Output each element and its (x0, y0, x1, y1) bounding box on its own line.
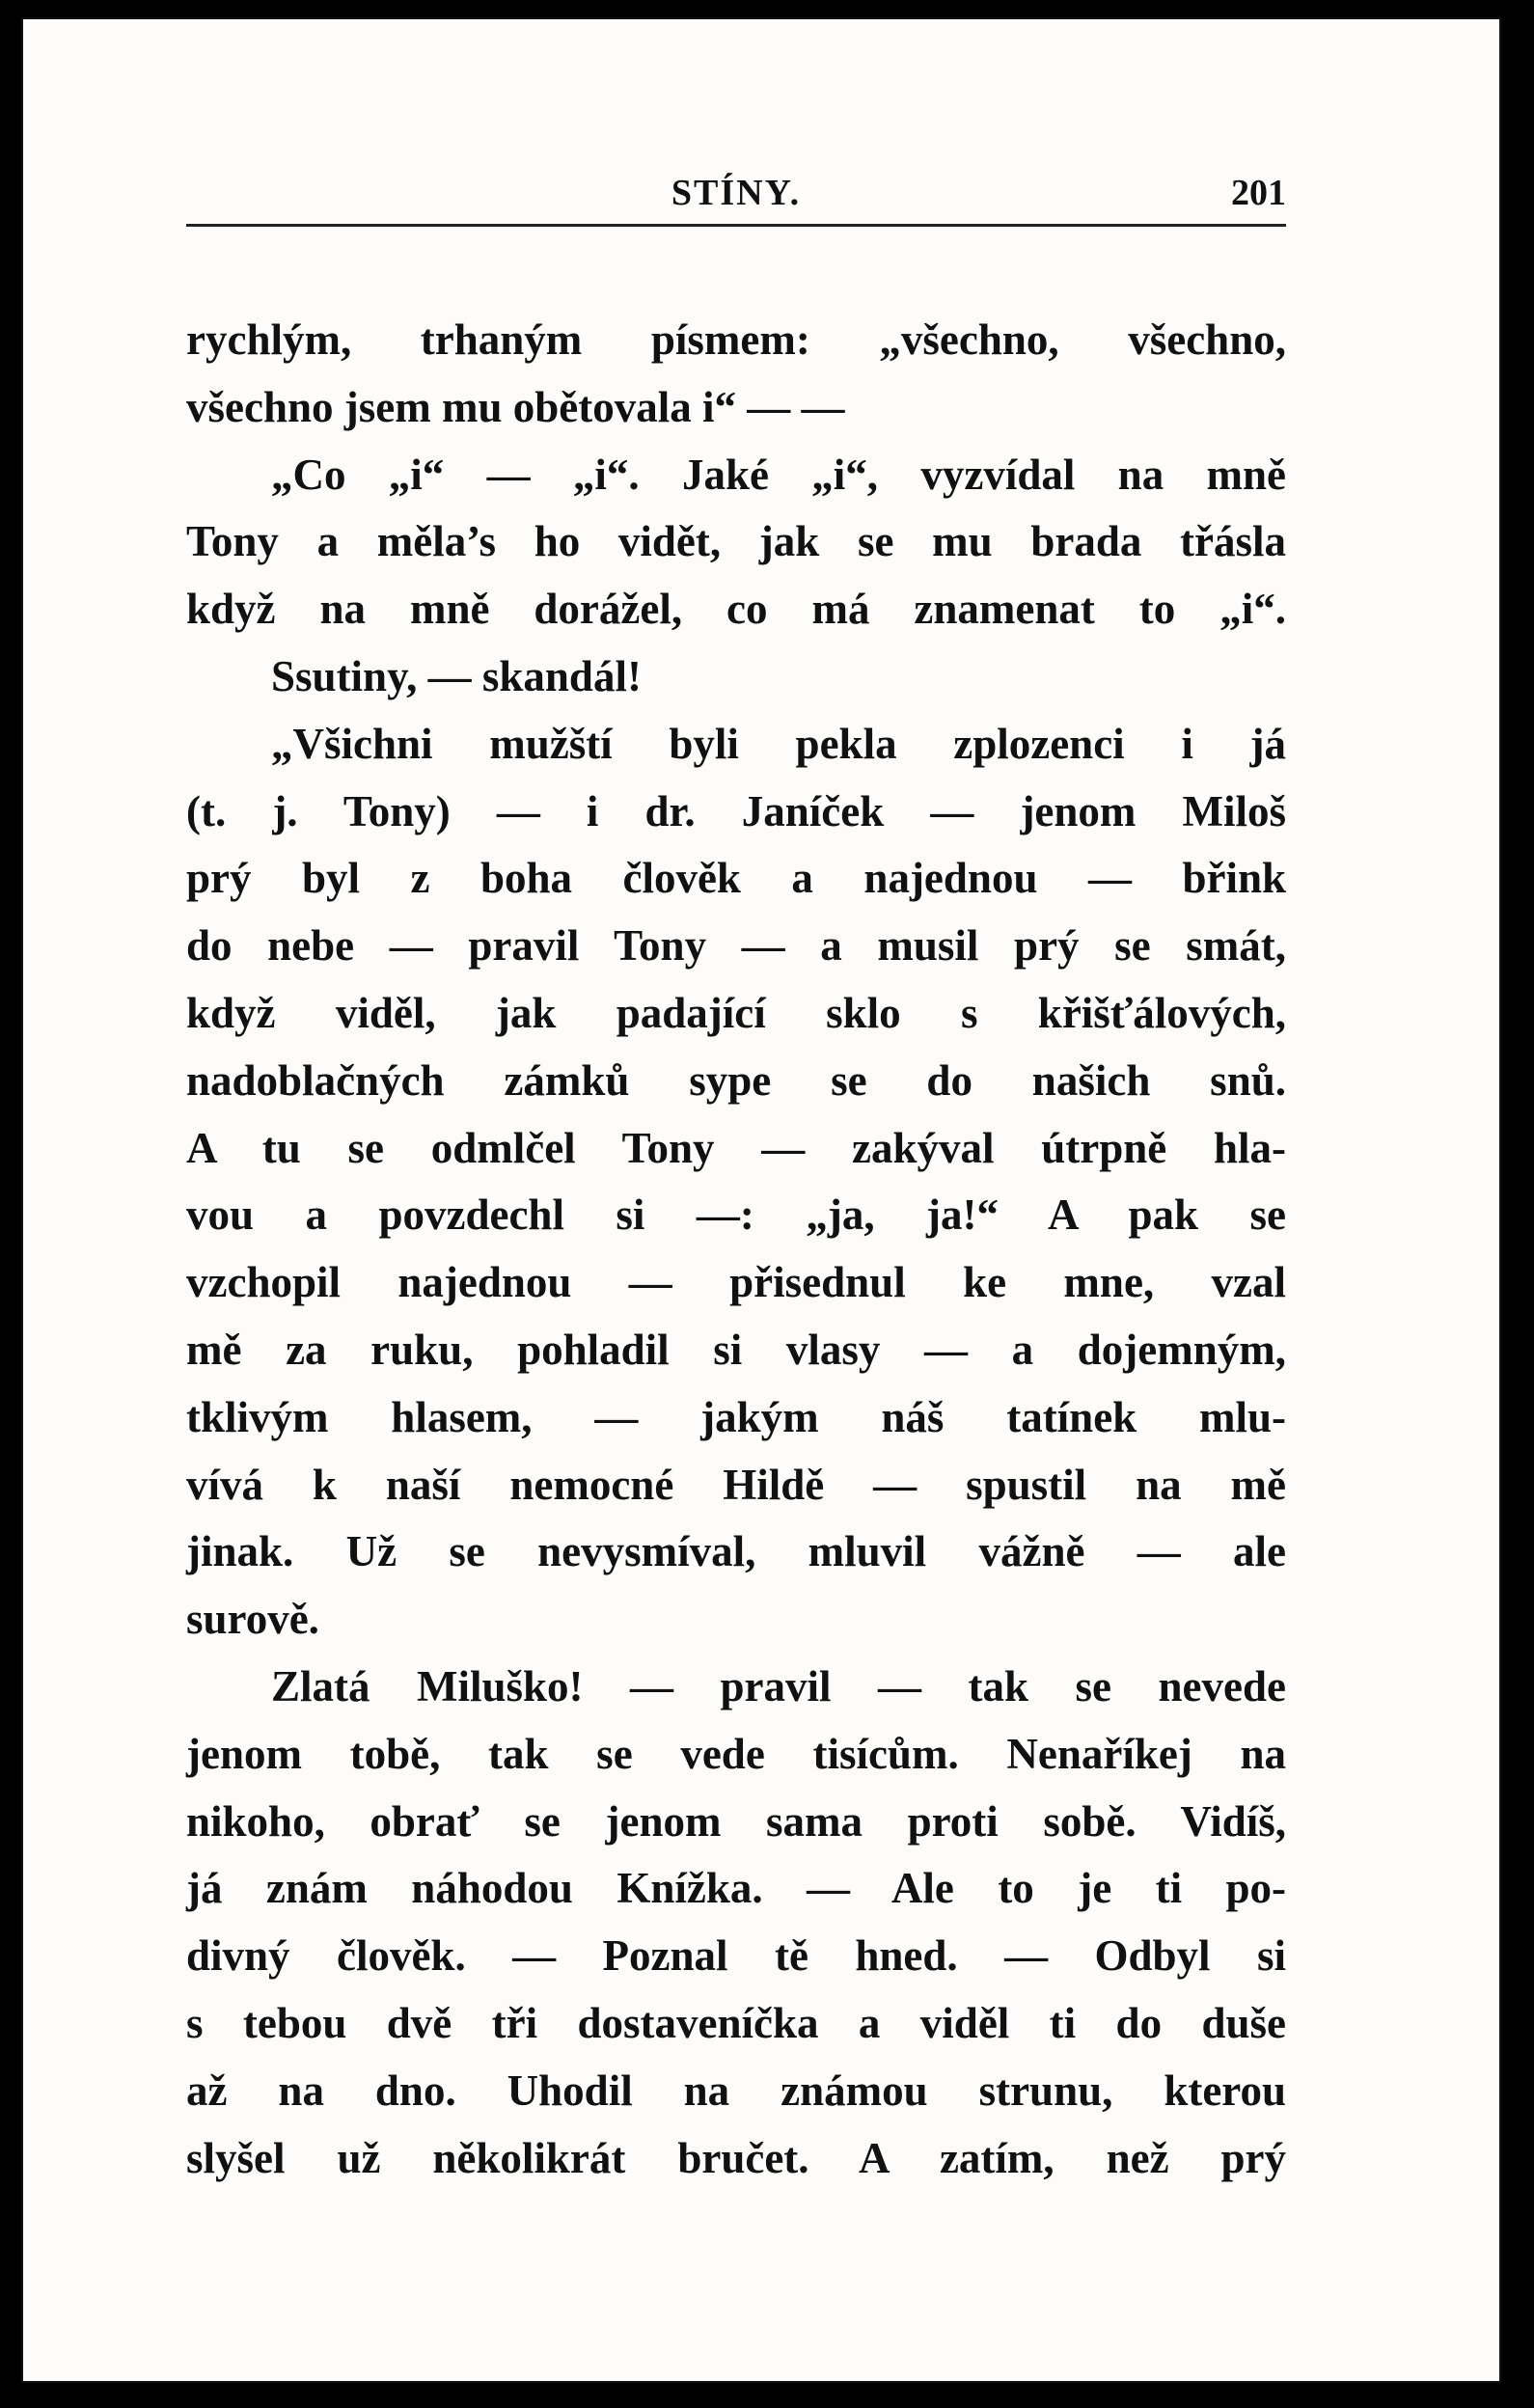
text-line: A tu se odmlčel Tony — zakýval útrpně hla- (186, 1123, 1286, 1172)
text-line: do nebe — pravil Tony — a musil prý se smát, (186, 921, 1286, 971)
text-line: „Všichni mužští byli pekla zplozenci i já (271, 719, 1286, 768)
text-line: vzchopil najednou — přisednul ke mne, vzal (186, 1258, 1286, 1307)
text-line: mě za ruku, pohladil si vlasy — a dojemným, (186, 1325, 1286, 1374)
text-line: Ssutiny, — skandál! (271, 651, 642, 700)
text-line: divný člověk. — Poznal tě hned. — Odbyl si (186, 1931, 1286, 1981)
text-line: surově. (186, 1595, 319, 1644)
text-line: jinak. Už se nevysmíval, mluvil vážně — ale (186, 1527, 1286, 1576)
text-line: „Co „i“ — „i“. Jaké „i“, vyzvídal na mně (271, 450, 1286, 499)
text-line: (t. j. Tony) — i dr. Janíček — jenom Miloš (186, 786, 1286, 835)
running-title: STÍNY. (671, 173, 802, 213)
text-line: rychlým, trhaným písmem: „všechno, všechno, (186, 315, 1286, 364)
body-text (186, 307, 1286, 2192)
text-line: jenom tobě, tak se vede tisícům. Nenaříkej na (186, 1729, 1286, 1778)
text-line: s tebou dvě tři dostaveníčka a viděl ti do duše (186, 1998, 1286, 2047)
text-line: nadoblačných zámků sype se do našich snů. (186, 1055, 1286, 1105)
text-line: když na mně dorážel, co má znamenat to „i“. (186, 585, 1286, 634)
page-number: 201 (1231, 173, 1286, 213)
text-line: vívá k naší nemocné Hildě — spustil na mě (186, 1460, 1286, 1509)
text-line: Tony a měla’s ho vidět, jak se mu brada třásla (186, 517, 1286, 566)
text-line: prý byl z boha člověk a najednou — břink (186, 854, 1286, 903)
text-line: když viděl, jak padající sklo s křišťálových, (186, 988, 1286, 1037)
text-line: slyšel už několikrát bručet. A zatím, než prý (186, 2133, 1286, 2182)
text-line: nikoho, obrať se jenom sama proti sobě. Vidíš, (186, 1796, 1286, 1846)
text-line: tklivým hlasem, — jakým náš tatínek mlu- (186, 1392, 1286, 1441)
page-header (186, 172, 1286, 218)
text-line: až na dno. Uhodil na známou strunu, kterou (186, 2066, 1286, 2115)
text-line: všechno jsem mu obětovala i“ — — (186, 382, 845, 431)
text-line: vou a povzdechl si —: „ja, ja!“ A pak se (186, 1190, 1286, 1240)
text-line: Zlatá Miluško! — pravil — tak se nevede (271, 1661, 1286, 1710)
header-rule (186, 224, 1286, 227)
text-line: já znám náhodou Knížka. — Ale to je ti po- (186, 1864, 1286, 1913)
